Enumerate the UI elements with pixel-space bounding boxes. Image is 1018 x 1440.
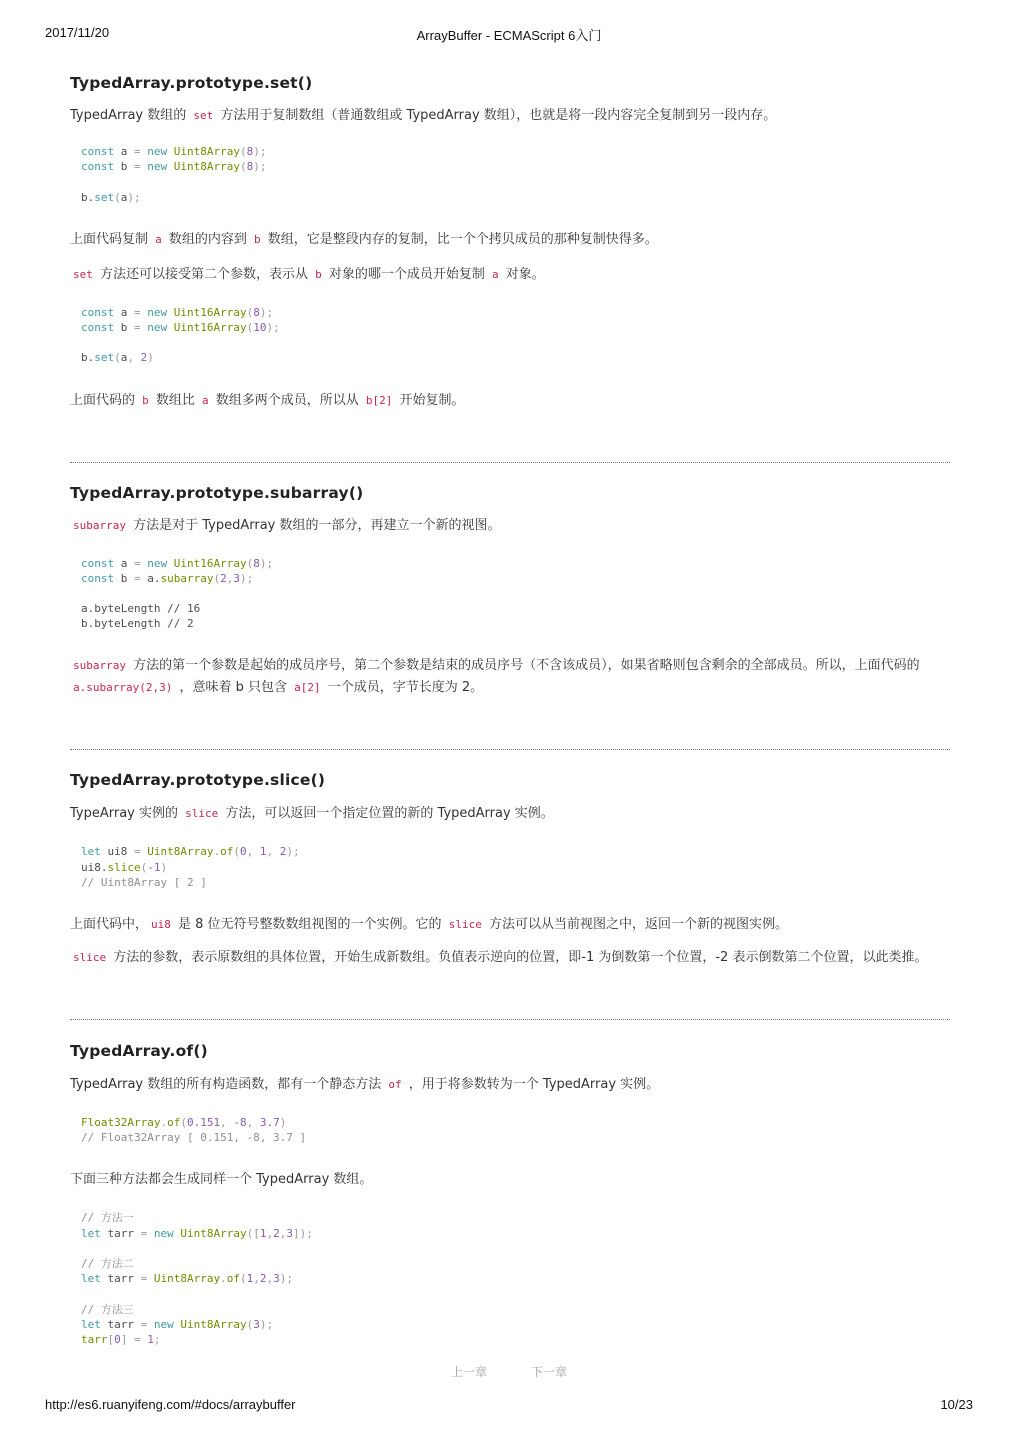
article-content xyxy=(70,70,950,1347)
prev-chapter-link[interactable]: 上一章 xyxy=(451,1365,488,1379)
next-chapter-link[interactable]: 下一章 xyxy=(531,1365,568,1379)
section-heading: TypedArray.of() xyxy=(70,1042,208,1060)
inline-code: a[2] xyxy=(294,681,321,695)
inline-code: a xyxy=(155,232,162,246)
print-page-number: 10/23 xyxy=(940,1397,973,1412)
inline-code: b xyxy=(254,232,261,246)
paragraph: 下面三种方法都会生成同样一个 TypedArray 数组。 xyxy=(70,1172,373,1188)
paragraph: 上面代码的 b 数组比 a 数组多两个成员，所以从 b[2] 开始复制。 xyxy=(70,392,465,408)
paragraph: TypeArray 实例的 slice 方法，可以返回一个指定位置的新的 TypedArray 实例。 xyxy=(70,806,554,822)
paragraph: 上面代码复制 a 数组的内容到 b 数组，它是整段内存的复制，比一个个拷贝成员的那种复制快得多。 xyxy=(70,231,658,247)
print-page-title: ArrayBuffer - ECMAScript 6入门 xyxy=(416,28,602,43)
inline-code: slice xyxy=(448,918,482,931)
code-block: const a = new Uint16Array(8); const b = new Uint16Array(10); b.set(a, 2) xyxy=(81,305,280,365)
section-heading: TypedArray.prototype.slice() xyxy=(70,771,326,790)
section-divider xyxy=(70,462,950,463)
section-slice xyxy=(70,769,950,969)
inline-code: slice xyxy=(73,951,107,964)
code-block: let ui8 = Uint8Array.of(0, 1, 2); ui8.slice(-1) // Uint8Array [ 2 ] xyxy=(81,845,300,889)
inline-code: slice xyxy=(185,807,219,821)
print-header xyxy=(0,22,1018,42)
inline-code: b xyxy=(315,267,322,281)
section-divider xyxy=(70,749,950,750)
code-block: // 方法一 let tarr = new Uint8Array([1,2,3]); // 方法二 let tarr = Uint8Array.of(1,2,3); // 方法三 let tarr = new Uint8Array(3); tarr[0] = 1; xyxy=(81,1211,313,1346)
paragraph: TypedArray 数组的 set 方法用于复制数组（普通数组或 TypedArray 数组），也就是将一段内容完全复制到另一段内存。 xyxy=(70,108,777,123)
inline-code: ui8 xyxy=(151,918,171,931)
paragraph: subarray 方法是对于 TypedArray 数组的一部分，再建立一个新的视图。 xyxy=(70,515,950,537)
paragraph: subarray 方法的第一个参数是起始的成员序号，第二个参数是结束的成员序号（不含该成员），如果省略则包含剩余的全部成员。所以，上面代码的 a.subarray(2,3) ，意味着 b 只包含 a[2] 一个成员，字节长度为 2。 xyxy=(70,655,950,699)
print-url: http://es6.ruanyifeng.com/#docs/arraybuffer xyxy=(45,1397,296,1412)
inline-code: a.subarray(2,3) xyxy=(73,681,173,695)
chapter-nav xyxy=(0,1362,1018,1380)
inline-code: subarray xyxy=(73,518,126,532)
section-set xyxy=(70,72,950,412)
section-of xyxy=(70,1040,950,1347)
section-subarray xyxy=(70,482,950,700)
inline-code: a xyxy=(492,267,499,281)
inline-code: set xyxy=(73,267,93,281)
print-date: 2017/11/20 xyxy=(45,25,110,40)
section-heading: TypedArray.prototype.set() xyxy=(70,74,313,92)
code-block: const a = new Uint16Array(8); const b = a.subarray(2,3); a.byteLength // 16 b.byteLength // 2 xyxy=(81,556,274,631)
print-footer xyxy=(0,1395,1018,1415)
paragraph: 上面代码中， ui8 是 8 位无符号整数数组视图的一个实例。它的 slice 方法可以从当前视图之中，返回一个新的视图实例。 xyxy=(70,917,788,932)
paragraph: slice 方法的参数，表示原数组的具体位置，开始生成新数组。负值表示逆向的位置，即-1 为倒数第一个位置，-2 表示倒数第二个位置，以此类推。 xyxy=(70,947,950,969)
paragraph: TypedArray 数组的所有构造函数，都有一个静态方法 of ，用于将参数转为一个 TypedArray 实例。 xyxy=(70,1077,660,1092)
code-block: const a = new Uint8Array(8); const b = new Uint8Array(8); b.set(a); xyxy=(81,145,267,204)
inline-code: set xyxy=(193,109,214,122)
code-block: Float32Array.of(0.151, -8, 3.7) // Float32Array [ 0.151, -8, 3.7 ] xyxy=(81,1116,307,1145)
paragraph: set 方法还可以接受第二个参数，表示从 b 对象的哪一个成员开始复制 a 对象。 xyxy=(70,264,950,286)
inline-code: b[2] xyxy=(365,393,393,407)
section-divider xyxy=(70,1019,950,1020)
inline-code: of xyxy=(388,1078,402,1091)
section-heading: TypedArray.prototype.subarray() xyxy=(70,483,364,502)
inline-code: b xyxy=(142,393,149,407)
inline-code: a xyxy=(202,393,209,407)
inline-code: subarray xyxy=(73,659,126,673)
